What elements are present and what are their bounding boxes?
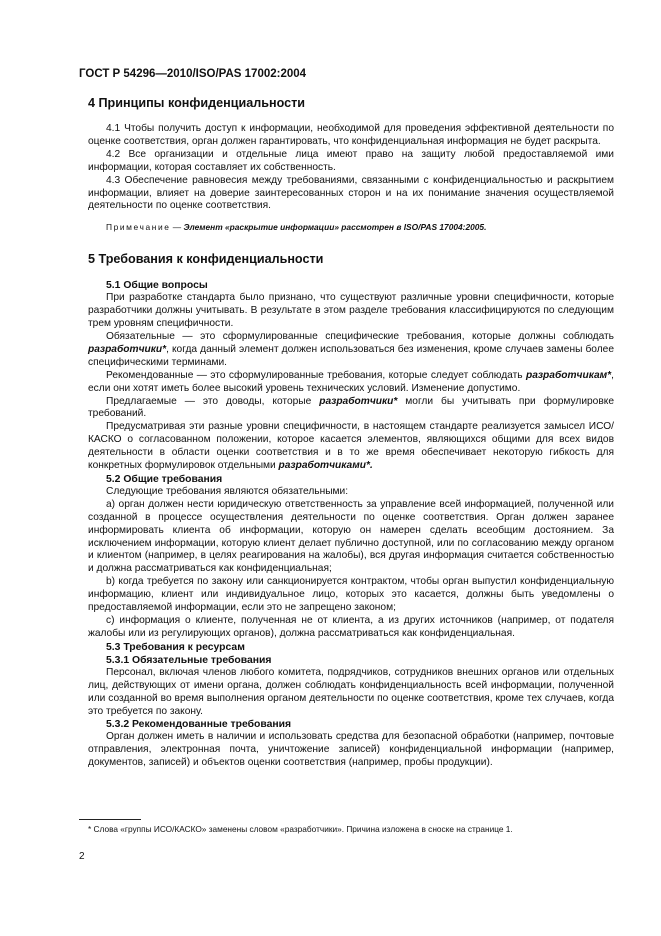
subsection-5-3-1-title: 5.3.1 Обязательные требования: [106, 654, 272, 666]
paragraph-5-3-1: Персонал, включая членов любого комитета, подрядчиков, сотрудников внешних органов или отдельных лиц, действующих от имени органа, должен соблюдать конфиденциальность всей информации, полученной или созданной во время выполнения органом деятельности по оценке соответствия, кроме тех случаев, когда это требуется по закону.: [88, 666, 614, 717]
footnote: * Слова «группы ИСО/КАСКО» заменены словом «разработчики». Причина изложена в сноске на странице 1.: [88, 824, 513, 834]
paragraph-5-2-intro: Следующие требования являются обязательными:: [106, 485, 349, 497]
list-item-b: b) когда требуется по закону или санкционируется контрактом, чтобы орган выпустил конфиденциальную информацию, клиент или индивидуальное лицо, которых это касается, должны быть уведомлены о предоставляемой информации, если это не запрещено законом;: [88, 576, 614, 614]
paragraph-5-1-3: Рекомендованные — это сформулированные требования, которые следует соблюдать разработчикам*, если они хотят иметь более высокий уровень технических условий. Изменение допустимо.: [88, 369, 614, 394]
paragraph-5-1-1: При разработке стандарта было признано, что существуют различные уровни специфичности, которые разработчики должны учитывать. В результате в этом разделе требования классифицируются по следующим трем уровням специфичности.: [88, 292, 614, 330]
note: Примечание — Элемент «раскрытие информации» рассмотрен в ISO/PAS 17004:2005.: [106, 222, 487, 233]
standard-header: ГОСТ Р 54296—2010/ISO/PAS 17002:2004: [79, 68, 307, 80]
paragraph-4-3: 4.3 Обеспечение равновесия между требованиями, связанными с конфиденциальностью и раскрытием информации, влияет на доверие заинтересованных сторон и на их понимание значения осуществляемой деятельности по оценке соответствия.: [88, 174, 614, 212]
page-number: 2: [79, 851, 85, 862]
list-item-a: a) орган должен нести юридическую ответственность за управление всей информацией, полученной или созданной в процессе осуществления деятельности по оценке соответствия. Орган должен заранее информировать клиента об информации, которую он намерен сделать всеобщим достоянием. За исключением информации, которую клиент делает публично доступной, или по согласованию между органом и клиентом (например, в целях реагирования на жалобы), вся другая информация считается собственностью и должна рассматриваться как конфиденциальная;: [88, 498, 614, 575]
paragraph-5-3-2: Орган должен иметь в наличии и использовать средства для безопасной обработки (например, почтовые отправления, электронная почта, уничтожение записей) конфиденциальной информации (например, документов, записей) и объектов оценки соответствия (например, пробы продукции).: [88, 731, 614, 769]
main-content: [88, 96, 614, 770]
section-5-title: 5 Требования к конфиденциальности: [88, 252, 324, 267]
paragraph-5-1-5: Предусматривая эти разные уровни специфичности, в настоящем стандарте реализуется замысел ИСО/КАСКО о согласованном положении, которое касается элементов, являющихся общими для всех видов деятельности в области оценки соответствия и в то же время обеспечивает некоторую гибкость для конкретных формулировок отдельными разработчиками*.: [88, 421, 614, 472]
paragraph-5-1-2: Обязательные — это сформулированные специфические требования, которые должны соблюдать разработчики*, когда данный элемент должен использоваться без изменения, кроме случаев замены более специфическими терминами.: [88, 330, 614, 368]
list-item-c: c) информация о клиенте, полученная не от клиента, а из других источников (например, от подателя жалобы или из регулирующих органов), должна рассматриваться как конфиденциальная.: [88, 615, 614, 639]
paragraph-4-1: 4.1 Чтобы получить доступ к информации, необходимой для проведения эффективной деятельности по оценке соответствия, орган должен гарантировать, что конфиденциальная информация не будет раскрыта.: [88, 123, 614, 147]
subsection-5-3-2-title: 5.3.2 Рекомендованные требования: [106, 719, 292, 731]
footnote-separator: [79, 819, 141, 820]
note-label: Примечание: [106, 222, 171, 233]
subsection-5-1-title: 5.1 Общие вопросы: [106, 280, 208, 292]
note-text: Элемент «раскрытие информации» рассмотрен в ISO/PAS 17004:2005.: [183, 222, 487, 233]
subsection-5-2-title: 5.2 Общие требования: [106, 473, 223, 485]
subsection-5-3-title: 5.3 Требования к ресурсам: [106, 641, 245, 653]
paragraph-4-2: 4.2 Все организации и отдельные лица имеют право на защиту любой предоставляемой ими информации, которая составляет их собственность.: [88, 148, 614, 173]
paragraph-5-1-4: Предлагаемые — это доводы, которые разработчики* могли бы учитывать при формулировке требований.: [88, 395, 614, 420]
section-4-title: 4 Принципы конфиденциальности: [88, 96, 306, 110]
